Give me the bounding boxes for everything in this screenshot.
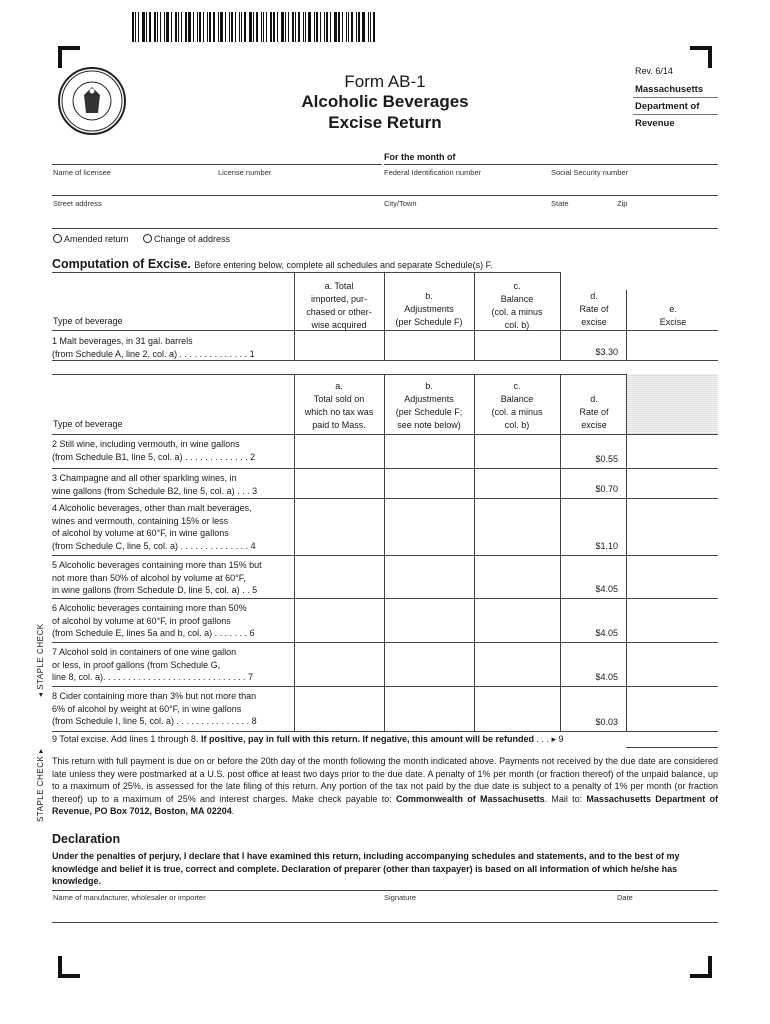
schedule-line-6-rule: [52, 642, 718, 643]
barcode-bar: [292, 12, 294, 42]
t1-col-a-line-3: chased or other-: [306, 307, 372, 317]
schedule-line-8-rate: $0.03: [595, 717, 618, 727]
t2-col-d-line-1: d.: [590, 394, 598, 404]
barcode-bar: [338, 12, 340, 42]
barcode-bar: [281, 12, 284, 42]
license-number-label: License number: [218, 168, 272, 177]
t1-col-d-line-3: excise: [581, 317, 607, 327]
t1-col-d-line-2: Rate of: [579, 304, 609, 314]
t1-col-c-line-2: Balance: [500, 294, 534, 304]
schedule-line-5-rate: $4.05: [595, 584, 618, 594]
t2-col-d-header: [562, 393, 626, 432]
t2-col-d-line-3: excise: [581, 420, 607, 430]
barcode-bar: [298, 12, 300, 42]
barcode-bar: [185, 12, 187, 42]
street-address-label: Street address: [53, 199, 102, 208]
barcode-bar: [225, 12, 226, 42]
agency-rule1: [633, 97, 718, 98]
declaration-rule: [52, 890, 718, 891]
agency-line1: Massachusetts: [635, 84, 704, 95]
t2-col-c-header: [474, 380, 560, 432]
barcode-bar: [326, 12, 328, 42]
barcode-bar: [253, 12, 254, 42]
barcode-bar: [229, 12, 230, 42]
amended-return-option[interactable]: [53, 234, 129, 244]
schedule-line-7-text: [52, 646, 292, 684]
signature-label: Signature: [384, 893, 417, 902]
t1-col-d-line-1: d.: [590, 291, 598, 301]
barcode-bar: [351, 12, 353, 42]
line9-plain: 9 Total excise. Add lines 1 through 8.: [52, 734, 199, 744]
schedule-line-8-rule: [52, 731, 718, 732]
line9-bold: If positive, pay in full with this return. If negative, this amount will be refunded: [200, 734, 534, 744]
mail-to-label: . Mail to:: [544, 793, 587, 804]
barcode-bar: [358, 12, 360, 42]
field-top-rule: [52, 164, 382, 165]
crop-mark-top-right: [690, 46, 712, 68]
name-of-licensee-label: Name of licensee: [53, 168, 111, 177]
t2-col-c-line-1: c.: [513, 381, 521, 391]
staple-check-bottom: [36, 748, 45, 822]
barcode-bar: [239, 12, 240, 42]
schedule-line-8-text: [52, 690, 292, 728]
declaration-field-line[interactable]: [52, 922, 718, 923]
t2-top-rule: [52, 374, 626, 375]
schedule-line-5-text-line: 5 Alcoholic beverages containing more than 15% but: [52, 560, 262, 570]
barcode-bar: [266, 12, 267, 42]
barcode-bar: [241, 12, 242, 42]
amended-return-radio[interactable]: [53, 234, 62, 243]
barcode-bar: [175, 12, 177, 42]
t1-type-of-beverage: Type of beverage: [53, 316, 123, 326]
manufacturer-name-label: Name of manufacturer, wholesaler or importer: [53, 893, 206, 902]
crop-mark-bottom-right: [690, 956, 712, 978]
barcode-bar: [320, 12, 321, 42]
barcode-bar: [348, 12, 349, 42]
declaration-text: Under the penalties of perjury, I declare that I have examined this return, including accompanying schedules and statements, and to the best of my knowledge and belief it is true, correct and complete. Declaration of preparer (other than taxpayer) is based on all information of which he/she has knowledge.: [52, 851, 680, 886]
barcode-bar: [244, 12, 246, 42]
schedule-line-8-text-line: 8 Cider containing more than 3% but not more than: [52, 691, 257, 701]
schedule-line-4-text-line: 4 Alcoholic beverages, other than malt beverages,: [52, 503, 252, 513]
schedule-line-4-text-line: wines and vermouth, containing 15% or less: [52, 515, 229, 526]
form-number: Form AB-1: [344, 72, 426, 91]
computation-title: [52, 257, 493, 271]
schedule-line-4-rule: [52, 555, 718, 556]
schedule-line-2-rule: [52, 468, 718, 469]
t1-col-b-header: [386, 290, 472, 329]
payment-text: This return with full payment is due on or before the 20th day of the month following the month indicated above. Payments not received by the due date are considered late unless they were postmarked at a U.S. post office at least two days prior to the due date. A penalty of 1% per month (or fraction thereof) of the unpaid balance, up to a maximum of 25%, is assessed for the late filing of this return. Any portion of the tax not paid by the due date is subject to a penalty of 1% per month (or fraction thereof) up to a maximum of 25% and interest charges. Make check payable to:: [52, 756, 718, 804]
schedule-line-5-text: [52, 559, 292, 597]
barcode-bar: [166, 12, 169, 42]
barcode-bar: [334, 12, 337, 42]
staple-text-top: STAPLE CHECK: [36, 623, 45, 690]
t2-col-c-line-2: Balance: [500, 394, 534, 404]
schedule-line-3-rate: $0.70: [595, 484, 618, 494]
barcode-bar: [157, 12, 158, 42]
schedule-line-4-text-line: of alcohol by volume at 60°F, in wine gallons: [52, 528, 229, 538]
barcode-bar: [135, 12, 136, 42]
t2-col-d-line-2: Rate of: [579, 407, 609, 417]
barcode-bar: [330, 12, 331, 42]
barcode-bar: [154, 12, 156, 42]
t1-v2: [384, 272, 385, 360]
address-row-field[interactable]: [52, 228, 718, 229]
barcode-bar: [178, 12, 179, 42]
line9-field[interactable]: [626, 747, 718, 748]
schedule-line-2-text: [52, 438, 292, 463]
barcode-bar: [132, 12, 134, 42]
schedule-line-4-text: [52, 502, 292, 552]
barcode-bar: [277, 12, 278, 42]
crop-mark-top-left: [58, 46, 80, 68]
barcode-bar: [288, 12, 289, 42]
federal-id-label: Federal Identification number: [384, 168, 482, 177]
t2-type-of-beverage: Type of beverage: [53, 419, 123, 429]
t1-col-b-line-3: (per Schedule F): [395, 317, 463, 327]
line1-text-line-1: 1 Malt beverages, in 31 gal. barrels: [52, 336, 193, 346]
change-of-address-radio[interactable]: [143, 234, 152, 243]
schedule-line-2-text-line: 2 Still wine, including vermouth, in wine gallons: [52, 439, 240, 449]
schedule-line-4-rate: $1.10: [595, 541, 618, 551]
barcode-bar: [220, 12, 223, 42]
payment-paragraph: [52, 755, 718, 818]
barcode-bar: [171, 12, 172, 42]
t1-col-e-header: [628, 303, 718, 329]
barcode-bar: [342, 12, 343, 42]
schedule-line-6-rate: $4.05: [595, 628, 618, 638]
t1-header-rule: [52, 330, 718, 331]
t1-col-b-line-1: b.: [425, 291, 433, 301]
t2-col-b-line-2: Adjustments: [404, 394, 454, 404]
barcode-bar: [203, 12, 204, 42]
payment-end: .: [231, 806, 235, 816]
staple-text-bottom: STAPLE CHECK: [36, 755, 45, 822]
agency-line3: Revenue: [635, 118, 675, 129]
barcode-bar: [138, 12, 139, 42]
barcode-bar: [249, 12, 252, 42]
schedule-line-5-text-line: in wine gallons (from Schedule D, line 5, col. a) . . 5: [52, 585, 258, 595]
barcode-bar: [193, 12, 194, 42]
t1-col-c-line-1: c.: [513, 281, 521, 291]
schedule-line-2-rate: $0.55: [595, 454, 618, 464]
t2-col-a-header: [296, 380, 382, 432]
schedule-line-7-text-line: or less, in proof gallons (from Schedule G,: [52, 659, 221, 670]
line1-rate: $3.30: [595, 347, 618, 357]
schedule-line-8-text-line: (from Schedule I, line 5, col. a) . . . . . . . . . . . . . . . 8: [52, 716, 257, 726]
schedule-line-8-text-line: 6% of alcohol by weight at 60°F, in wine gallons: [52, 703, 242, 714]
barcode-bar: [314, 12, 315, 42]
barcode-bar: [160, 12, 161, 42]
barcode-bar: [316, 12, 318, 42]
schedule-line-3-rule: [52, 498, 718, 499]
t2-col-b-line-4: see note below): [397, 420, 461, 430]
computation-title-text: Computation of Excise.: [52, 257, 191, 271]
schedule-line-6-text-line: 6 Alcoholic beverages containing more than 50%: [52, 603, 247, 613]
barcode-bar: [373, 12, 375, 42]
amended-return-label: Amended return: [64, 234, 129, 244]
for-month-label: For the month of: [384, 152, 456, 162]
mail-to-address: Massachusetts Department of Revenue, PO Box 7012, Boston, MA 02204: [52, 793, 719, 816]
t2-v4: [560, 374, 561, 731]
line1-text: [52, 335, 292, 360]
t1-col-a-line-1: a. Total: [324, 281, 354, 291]
barcode-bar: [235, 12, 236, 42]
form-title-line2: Excise Return: [328, 113, 442, 132]
barcode-bar: [218, 12, 219, 42]
schedule-line-7-text-line: 7 Alcohol sold in containers of one wine gallon: [52, 647, 237, 657]
schedule-line-6-text-line: of alcohol by volume at 60°F, in proof gallons: [52, 615, 231, 626]
t1-col-a-line-2: imported, pur-: [310, 294, 368, 304]
barcode-bar: [213, 12, 215, 42]
schedule-line-7-rule: [52, 686, 718, 687]
barcode-bar: [285, 12, 286, 42]
barcode-bar: [256, 12, 258, 42]
t1-col-c-header: [474, 280, 560, 332]
staple-check-top: [36, 623, 45, 697]
t1-bottom-rule: [52, 360, 718, 361]
t2-v3: [474, 374, 475, 731]
t2-col-b-line-3: (per Schedule F;: [395, 407, 463, 417]
barcode-bar: [270, 12, 272, 42]
table1-top-rule: [52, 272, 560, 273]
agency-line2: Department of: [635, 101, 700, 112]
schedule-line-3-text: [52, 472, 292, 497]
t1-col-d-header: [562, 290, 626, 329]
ssn-label: Social Security number: [551, 168, 629, 177]
t2-col-a-line-2: Total sold on: [313, 394, 365, 404]
t2-v1: [294, 374, 295, 731]
for-month-field[interactable]: [384, 164, 718, 165]
t1-v5: [626, 290, 627, 360]
barcode-bar: [370, 12, 371, 42]
agency-rule2: [633, 114, 718, 115]
staple-arrow-top-icon: ◂: [36, 689, 45, 697]
barcode-bar: [324, 12, 325, 42]
t2-v2: [384, 374, 385, 731]
t1-col-e-line-1: e.: [669, 304, 677, 314]
barcode-bar: [164, 12, 165, 42]
licensee-row-field[interactable]: [52, 195, 718, 196]
t2-col-a-line-1: a.: [335, 381, 343, 391]
schedule-line-5-text-line: not more than 50% of alcohol by volume at 60°F,: [52, 572, 246, 583]
t2-col-a-line-3: which no tax was: [304, 407, 374, 417]
barcode-bar: [362, 12, 365, 42]
schedule-line-7-rate: $4.05: [595, 672, 618, 682]
t2-header-rule: [52, 434, 718, 435]
schedule-line-4-text-line: (from Schedule C, line 5, col. a) . . . . . . . . . . . . . . 4: [52, 540, 256, 551]
barcode-bar: [207, 12, 208, 42]
barcode-bar: [181, 12, 182, 42]
t2-shaded-excise-header: [627, 374, 718, 434]
schedule-line-2-text-line: (from Schedule B1, line 5, col. a) . . . . . . . . . . . . . 2: [52, 451, 256, 462]
barcode-bar: [209, 12, 211, 42]
change-of-address-label: Change of address: [154, 234, 231, 244]
t1-v1: [294, 272, 295, 360]
barcode-bar: [273, 12, 275, 42]
barcode-bar: [197, 12, 198, 42]
computation-instruction: Before entering below, complete all schedules and separate Schedule(s) F.: [194, 260, 493, 270]
line1-text-line-2: (from Schedule A, line 2, col. a) . . . . . . . . . . . . . . 1: [52, 348, 255, 359]
barcode-bar: [231, 12, 233, 42]
barcode-bar: [305, 12, 306, 42]
t2-col-c-line-3: (col. a minus: [491, 407, 543, 417]
barcode-bar: [308, 12, 311, 42]
t1-v4: [560, 272, 561, 360]
schedule-line-3-text-line: 3 Champagne and all other sparkling wines, in: [52, 473, 237, 483]
t1-col-b-line-2: Adjustments: [404, 304, 454, 314]
barcode-bar: [263, 12, 264, 42]
rev-date: Rev. 6/14: [635, 66, 673, 76]
barcode-bar: [199, 12, 201, 42]
t2-col-b-header: [386, 380, 472, 432]
date-label: Date: [617, 893, 633, 902]
barcode-bar: [295, 12, 296, 42]
schedule-line-6-text: [52, 602, 292, 640]
t1-col-c-line-3: (col. a minus: [491, 307, 543, 317]
t2-col-b-line-1: b.: [425, 381, 433, 391]
schedule-line-5-rule: [52, 598, 718, 599]
line9-end: . . . ▸ 9: [536, 734, 564, 744]
staple-arrow-bottom-icon: ▸: [36, 748, 45, 756]
barcode-bar: [188, 12, 191, 42]
crop-mark-bottom-left: [58, 956, 80, 978]
barcode-bar: [261, 12, 262, 42]
line9-text: [52, 734, 652, 745]
t1-col-a-line-4: wise acquired: [311, 320, 367, 330]
barcode-bar: [356, 12, 357, 42]
t1-col-e-line-2: Excise: [659, 317, 687, 327]
t2-v5: [626, 374, 627, 731]
change-of-address-option[interactable]: [143, 234, 230, 244]
t1-col-a-header: [296, 280, 382, 332]
t2-col-c-line-4: col. b): [504, 420, 530, 430]
barcode-bar: [146, 12, 147, 42]
declaration-title: Declaration: [52, 832, 121, 846]
barcode-bar: [346, 12, 347, 42]
barcode-bar: [303, 12, 304, 42]
city-town-label: City/Town: [384, 199, 417, 208]
t1-v3: [474, 272, 475, 360]
barcode-bar: [142, 12, 145, 42]
t1-col-c-line-4: col. b): [504, 320, 530, 330]
schedule-line-7-text-line: line 8, col. a). . . . . . . . . . . . . . . . . . . . . . . . . . . . . 7: [52, 672, 254, 682]
form-title-line1: Alcoholic Beverages: [301, 92, 469, 111]
t2-col-a-line-4: paid to Mass.: [312, 420, 366, 430]
payable-to: Commonwealth of Massachusetts: [396, 793, 545, 804]
department-seal-icon: [58, 67, 126, 135]
schedule-line-6-text-line: (from Schedule E, lines 5a and b, col. a) . . . . . . . 6: [52, 628, 255, 638]
zip-label: Zip: [617, 199, 628, 208]
barcode-bar: [368, 12, 369, 42]
state-label: State: [551, 199, 569, 208]
barcode: [132, 12, 382, 42]
schedule-line-3-text-line: wine gallons (from Schedule B2, line 5, col. a) . . . 3: [52, 485, 258, 496]
barcode-bar: [149, 12, 151, 42]
